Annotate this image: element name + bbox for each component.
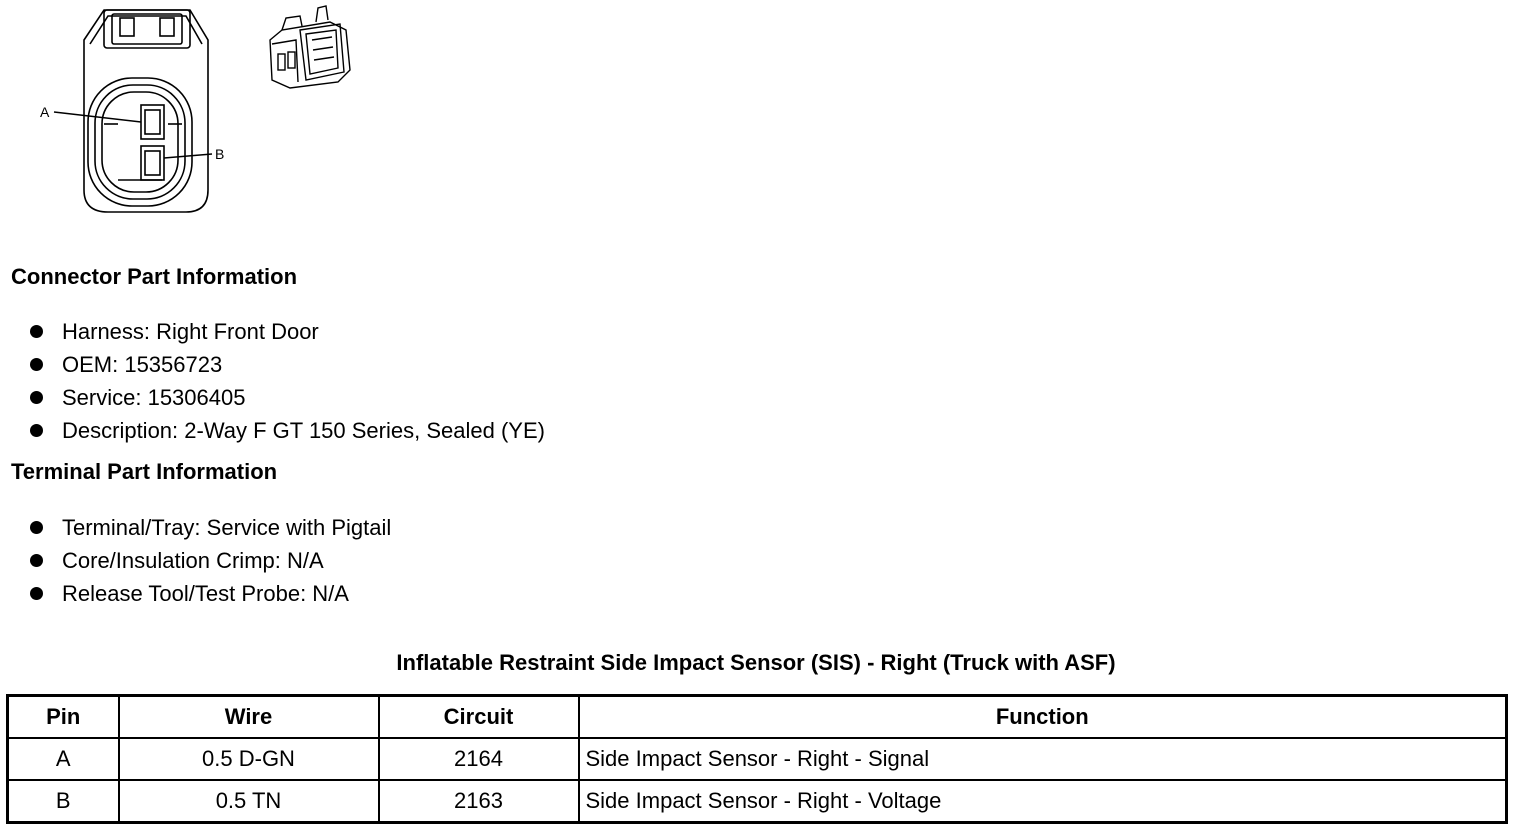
list-item <box>28 414 545 447</box>
table-row <box>8 738 1507 780</box>
circuit-cell: 2163 <box>379 780 579 823</box>
pin-a-label: A <box>40 104 50 120</box>
bullet-icon <box>30 391 43 404</box>
bullet-icon <box>30 554 43 567</box>
list-item <box>28 315 545 348</box>
bullet-icon <box>30 325 43 338</box>
table-row <box>8 780 1507 823</box>
column-header-circuit: Circuit <box>379 696 579 739</box>
function-cell: Side Impact Sensor - Right - Signal <box>579 738 1507 780</box>
list-item <box>28 544 391 577</box>
column-header-function: Function <box>579 696 1507 739</box>
wire-cell: 0.5 TN <box>119 780 379 823</box>
connector-part-info-list <box>28 315 545 447</box>
list-item-text: Release Tool/Test Probe: N/A <box>62 581 349 606</box>
circuit-cell: 2164 <box>379 738 579 780</box>
pinout-table <box>6 694 1508 824</box>
list-item-text: OEM: 15356723 <box>62 352 223 377</box>
column-header-pin: Pin <box>8 696 119 739</box>
list-item-text: Harness: Right Front Door <box>62 319 319 344</box>
list-item <box>28 348 545 381</box>
function-cell: Side Impact Sensor - Right - Voltage <box>579 780 1507 823</box>
list-item-text: Core/Insulation Crimp: N/A <box>62 548 324 573</box>
list-item-text: Service: 15306405 <box>62 385 246 410</box>
bullet-icon <box>30 587 43 600</box>
list-item-text: Terminal/Tray: Service with Pigtail <box>62 515 392 540</box>
connector-face-view <box>84 10 208 212</box>
connector-isometric-view <box>270 6 350 88</box>
pin-a-leader-line <box>54 112 141 122</box>
terminal-part-info-heading: Terminal Part Information <box>11 459 278 484</box>
connector-figure <box>0 0 420 230</box>
list-item <box>28 577 391 610</box>
terminal-cavity-b <box>141 146 164 180</box>
list-item-text: Description: 2-Way F GT 150 Series, Sealed (YE) <box>62 418 545 443</box>
pin-cell: B <box>8 780 119 823</box>
column-header-wire: Wire <box>119 696 379 739</box>
list-item <box>28 381 545 414</box>
bullet-icon <box>30 358 43 371</box>
pin-b-label: B <box>215 146 225 162</box>
list-item <box>28 511 391 544</box>
terminal-cavity-a <box>141 105 164 139</box>
bullet-icon <box>30 424 43 437</box>
bullet-icon <box>30 521 43 534</box>
wire-cell: 0.5 D-GN <box>119 738 379 780</box>
pin-cell: A <box>8 738 119 780</box>
pin-callouts <box>40 104 224 162</box>
connector-part-info-heading: Connector Part Information <box>11 264 298 289</box>
pin-b-leader-line <box>164 154 212 158</box>
pinout-table-caption: Inflatable Restraint Side Impact Sensor (SIS) - Right (Truck with ASF) <box>396 650 1116 675</box>
table-header-row <box>8 696 1507 739</box>
terminal-part-info-list <box>28 511 391 610</box>
